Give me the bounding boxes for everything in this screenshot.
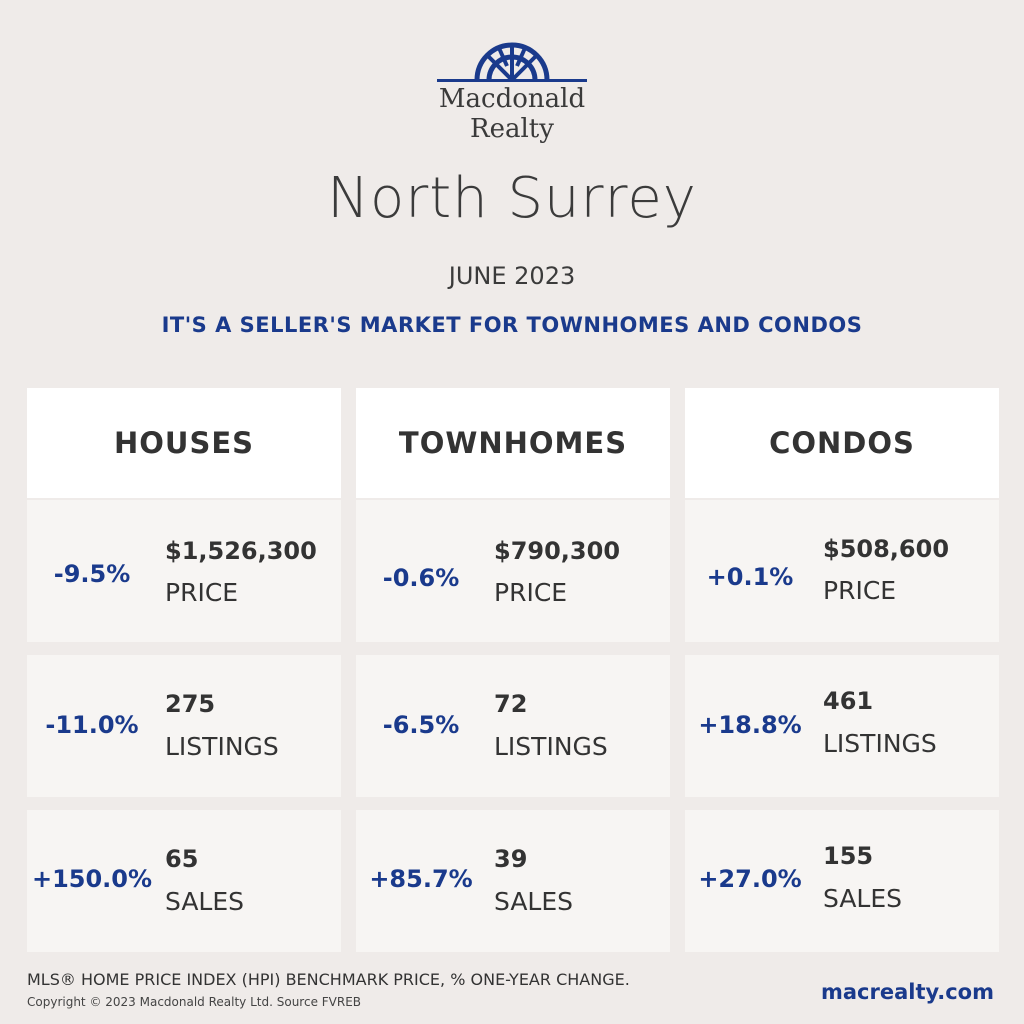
condos-listings-label: LISTINGS [823, 729, 937, 758]
website-link[interactable]: macrealty.com [820, 980, 994, 1004]
townhomes-listings-value: 72 [494, 690, 528, 718]
houses-sales-card [27, 810, 341, 952]
condos-price-value: $508,600 [823, 535, 950, 563]
townhomes-price-card [356, 500, 670, 642]
townhomes-listings-label: LISTINGS [494, 732, 608, 761]
condos-price-card [685, 500, 999, 642]
column-header-townhomes: TOWNHOMES [356, 388, 670, 498]
townhomes-listings-change: -6.5% [382, 711, 460, 739]
townhomes-sales-change: +85.7% [369, 865, 473, 893]
brand-logo [0, 36, 1024, 144]
townhomes-listings-card [356, 655, 670, 797]
townhomes-price-change: -0.6% [382, 564, 460, 592]
houses-listings-value: 275 [165, 690, 216, 718]
houses-price-change: -9.5% [53, 560, 131, 588]
column-header-condos: CONDOS [685, 388, 999, 498]
townhomes-price-value: $790,300 [494, 537, 621, 565]
report-date: JUNE 2023 [448, 262, 576, 290]
condos-price-change: +0.1% [706, 563, 794, 591]
houses-sales-label: SALES [165, 887, 245, 916]
column-header-houses: HOUSES [27, 388, 341, 498]
townhomes-sales-card [356, 810, 670, 952]
footer-note: MLS® HOME PRICE INDEX (HPI) BENCHMARK PRICE, % ONE-YEAR CHANGE. [27, 970, 630, 989]
condos-sales-value: 155 [823, 842, 874, 870]
headline: IT'S A SELLER'S MARKET FOR TOWNHOMES AND CONDOS [161, 313, 863, 337]
macdonald-realty-fan-logo-icon [437, 36, 587, 84]
footer-copyright: Copyright © 2023 Macdonald Realty Ltd. Source FVREB [27, 995, 362, 1009]
houses-price-card [27, 500, 341, 642]
condos-sales-change: +27.0% [698, 865, 802, 893]
brand-name-line2: Realty [470, 114, 554, 144]
condos-listings-card [685, 655, 999, 797]
houses-sales-value: 65 [165, 845, 199, 873]
page-title: North Surrey [327, 166, 697, 231]
houses-price-value: $1,526,300 [165, 537, 317, 565]
houses-price-label: PRICE [165, 578, 239, 607]
condos-listings-value: 461 [823, 687, 874, 715]
townhomes-sales-label: SALES [494, 887, 574, 916]
houses-sales-change: +150.0% [31, 865, 153, 893]
condos-listings-change: +18.8% [698, 711, 802, 739]
condos-price-label: PRICE [823, 576, 897, 605]
houses-listings-label: LISTINGS [165, 732, 279, 761]
townhomes-price-label: PRICE [494, 578, 568, 607]
houses-listings-card [27, 655, 341, 797]
houses-listings-change: -11.0% [45, 711, 139, 739]
townhomes-sales-value: 39 [494, 845, 528, 873]
condos-sales-label: SALES [823, 884, 903, 913]
condos-sales-card [685, 810, 999, 952]
brand-name-line1: Macdonald [438, 84, 586, 114]
